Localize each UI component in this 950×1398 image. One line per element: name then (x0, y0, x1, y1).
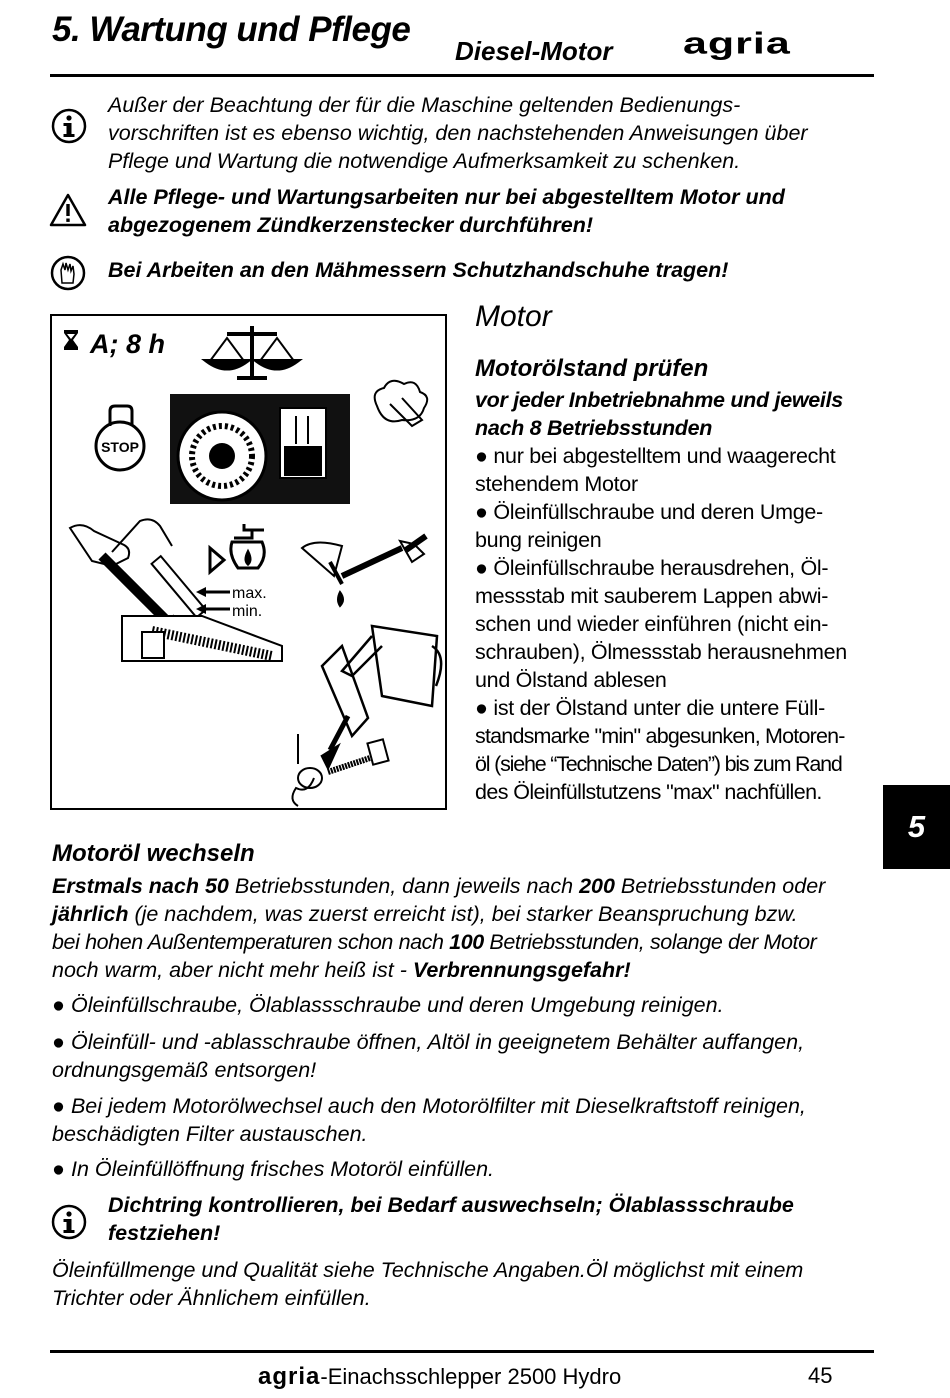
chapter-tab: 5 (883, 785, 950, 869)
gloves-text: Bei Arbeiten an den Mähmessern Schutzhandschuhe tragen! (108, 258, 729, 282)
text-line: beschädigten Filter austauschen. (52, 1122, 368, 1146)
oil-change-step (52, 1028, 804, 1084)
interval-label: A; 8 h (90, 329, 166, 359)
info-icon (50, 1203, 88, 1241)
text-span: (je nachdem, was zuerst erreicht ist), bei starker Beanspruchung bzw. (128, 902, 798, 926)
info-icon (50, 107, 88, 145)
oil-drop-icon (302, 542, 343, 606)
text-line: festziehen! (108, 1221, 221, 1245)
page-number: 45 (808, 1363, 833, 1388)
oil-change-step (52, 1092, 806, 1148)
brand-logo: agria (683, 26, 791, 61)
motor-heading: Motor (475, 300, 552, 333)
oil-quantity-note (52, 1256, 803, 1312)
text-line: bung reinigen (475, 528, 602, 552)
bullet-line: ● nur bei abgestelltem und waagerecht (475, 442, 875, 470)
stop-label: STOP (101, 439, 139, 455)
text-line: Trichter oder Ähnlichem einfüllen. (52, 1286, 371, 1310)
bullet-line: ● ist der Ölstand unter die untere Füll- (475, 694, 875, 722)
text-line: schen und wieder einführen (nicht ein- (475, 612, 829, 636)
scale-icon (207, 326, 297, 378)
bold-text: 200 (579, 874, 615, 898)
warning-text (108, 183, 785, 239)
warning-icon (48, 192, 88, 228)
text-span: bei hohen Außentemperaturen schon nach (52, 930, 450, 954)
seal-note (108, 1191, 794, 1247)
oil-change-intro (52, 872, 876, 984)
text-span: Betriebsstunden, dann jeweils nach (228, 874, 580, 898)
stop-icon (96, 406, 144, 470)
bold-text: Erstmals nach 50 (52, 874, 229, 898)
footer-brand: agria (258, 1363, 321, 1390)
text-line: nach 8 Betriebsstunden (475, 416, 713, 440)
oil-change-step: ● Öleinfüllschraube, Ölablassschraube und deren Umgebung reinigen. (52, 991, 724, 1019)
text-line: Alle Pflege- und Wartungsarbeiten nur bei abgestelltem Motor und (108, 185, 785, 209)
header-rule (50, 74, 874, 77)
section-title: 5. Wartung und Pflege (52, 10, 411, 49)
text-span: Betriebsstunden oder (614, 874, 826, 898)
oil-change-step: ● In Öleinfüllöffnung frisches Motoröl einfüllen. (52, 1155, 494, 1183)
oil-level-interval (475, 386, 875, 442)
text-line: standsmarke "min" abgesunken, Motoren- (475, 724, 845, 748)
text-line: schrauben), Ölmessstab herausnehmen (475, 640, 847, 664)
oil-level-icon (210, 524, 264, 572)
bullet-line: ● Bei jedem Motorölwechsel auch den Motorölfilter mit Dieselkraftstoff reinigen, (52, 1092, 806, 1120)
text-line: abgezogenem Zündkerzenstecker durchführen! (108, 213, 594, 237)
oil-change-heading: Motoröl wechseln (52, 840, 255, 867)
min-label: min. (232, 603, 263, 620)
oil-check-figure (50, 314, 447, 810)
footer-title (258, 1363, 621, 1391)
bold-text: Verbrennungsgefahr! (412, 958, 631, 982)
bold-text: 100 (449, 930, 484, 954)
max-label: max. (232, 585, 267, 602)
text-line: Außer der Beachtung der für die Maschine geltenden Bedienungs- (108, 93, 741, 117)
engine-drawing (170, 394, 350, 504)
footer-product: -Einachsschlepper 2500 Hydro (320, 1364, 622, 1389)
footer-rule (50, 1350, 874, 1353)
text-line: Pflege und Wartung die notwendige Aufmerksamkeit zu schenken. (108, 149, 741, 173)
bullet-line: ● Öleinfüllschraube herausdrehen, Öl- (475, 554, 875, 582)
text-line: öl (siehe “Technische Daten”) bis zum Rand (475, 752, 842, 776)
text-span: noch warm, aber nicht mehr heiß ist - (52, 958, 413, 982)
text-line: vor jeder Inbetriebnahme und jeweils (475, 388, 843, 412)
bullet-line: ● Öleinfüllschraube und deren Umge- (475, 498, 875, 526)
text-span: Betriebsstunden, solange der Motor (483, 930, 817, 954)
bullet-line: ● Öleinfüll- und -ablasschraube öffnen, Altöl in geeignetem Behälter auffangen, (52, 1028, 804, 1056)
text-line: messstab mit sauberem Lappen abwi- (475, 584, 829, 608)
text-line: stehendem Motor (475, 472, 638, 496)
gloves-icon (49, 254, 87, 292)
cleaning-cloth-icon (375, 381, 428, 426)
text-line: vorschriften ist es ebenso wichtig, den nachstehenden Anweisungen über (108, 121, 808, 145)
level-arrows (196, 585, 267, 620)
hourglass-icon (64, 330, 78, 350)
text-line: und Ölstand ablesen (475, 668, 667, 692)
figure-drawing (52, 316, 445, 808)
text-line: Öleinfüllmenge und Qualität siehe Technische Angaben.Öl möglichst mit einem (52, 1258, 804, 1282)
oil-filler-drawing (292, 734, 388, 806)
oil-level-steps (475, 442, 875, 806)
text-line: Dichtring kontrollieren, bei Bedarf auswechseln; Ölablassschraube (108, 1193, 794, 1217)
oil-level-heading: Motorölstand prüfen (475, 355, 709, 382)
text-line: des Öleinfüllstutzens "max" nachfüllen. (475, 780, 822, 804)
crankcase-section (122, 616, 282, 661)
intro-info-text (108, 91, 808, 175)
engine-label: Diesel-Motor (455, 36, 613, 66)
bold-text: jährlich (52, 902, 129, 926)
dipstick-drawing (342, 536, 426, 576)
text-line: ordnungsgemäß entsorgen! (52, 1058, 317, 1082)
